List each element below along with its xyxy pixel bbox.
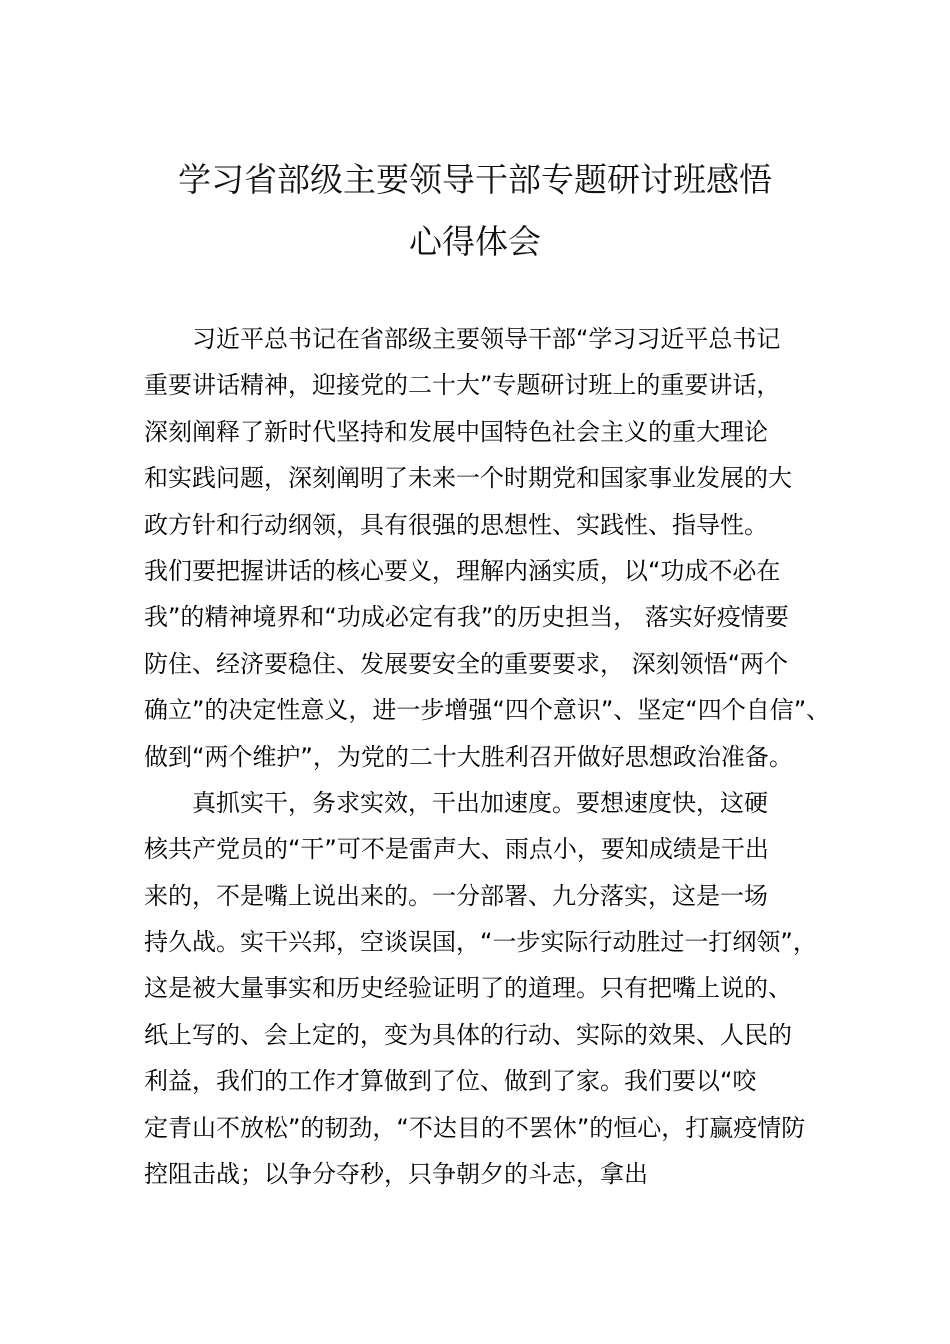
paragraph-2-line: 控阻击战；以争分夺秒，只争朝夕的斗志，拿出 [144, 1160, 648, 1189]
paragraph-1-line: 习近平总书记在省部级主要领导干部“学习习近平总书记 [192, 325, 781, 353]
paragraph-2-line: 定青山不放松”的韧劲，“不达目的不罢休”的恒心，打赢疫情防 [144, 1113, 806, 1142]
paragraph-1-line: 和实践问题，深刻阐明了未来一个时期党和国家事业发展的大 [144, 464, 792, 493]
paragraph-2-line: 真抓实干，务求实效，干出加速度。要想速度快，这硬 [192, 788, 768, 817]
paragraph-1-line: 确立”的决定性意义，进一步增强“四个意识”、坚定“四个自信”、 [144, 696, 831, 725]
paragraph-2-line: 利益，我们的工作才算做到了位、做到了家。我们要以“咬 [144, 1067, 757, 1096]
document-body [144, 316, 844, 1197]
paragraph-1-line: 做到“两个维护”，为党的二十大胜利召开做好思想政治准备。 [144, 742, 793, 771]
paragraph-2-line: 这是被大量事实和历史经验证明了的道理。只有把嘴上说的、 [144, 974, 792, 1003]
paragraph-2-line: 持久战。实干兴邦，空谈误国，“一步实际行动胜过一打纲领”， [144, 928, 817, 957]
paragraph-2-line: 来的，不是嘴上说出来的。一分部署、九分落实，这是一场 [144, 881, 768, 910]
paragraph-1-line: 防住、经济要稳住、发展要安全的重要要求， 深刻领悟“两个 [144, 649, 789, 678]
document-title-line-2: 心得体会 [409, 222, 541, 261]
paragraph-1-line: 我们要把握讲话的核心要义，理解内涵实质，以“功成不必在 [144, 556, 781, 585]
paragraph-1-line: 政方针和行动纲领，具有很强的思想性、实践性、指导性。 [144, 510, 768, 539]
paragraph-1-line: 重要讲话精神，迎接党的二十大”专题研讨班上的重要讲话， [144, 371, 781, 400]
paragraph-2-line: 核共产党员的“干”可不是雷声大、雨点小，要知成绩是干出 [144, 835, 769, 864]
document-title-line-1: 学习省部级主要领导干部专题研讨班感悟 [178, 160, 772, 199]
paragraph-1-line: 我”的精神境界和“功成必定有我”的历史担当， 落实好疫情要 [144, 603, 789, 632]
paragraph-1-line: 深刻阐释了新时代坚持和发展中国特色社会主义的重大理论 [144, 417, 768, 446]
paragraph-2-line: 纸上写的、会上定的，变为具体的行动、实际的效果、人民的 [144, 1020, 792, 1049]
